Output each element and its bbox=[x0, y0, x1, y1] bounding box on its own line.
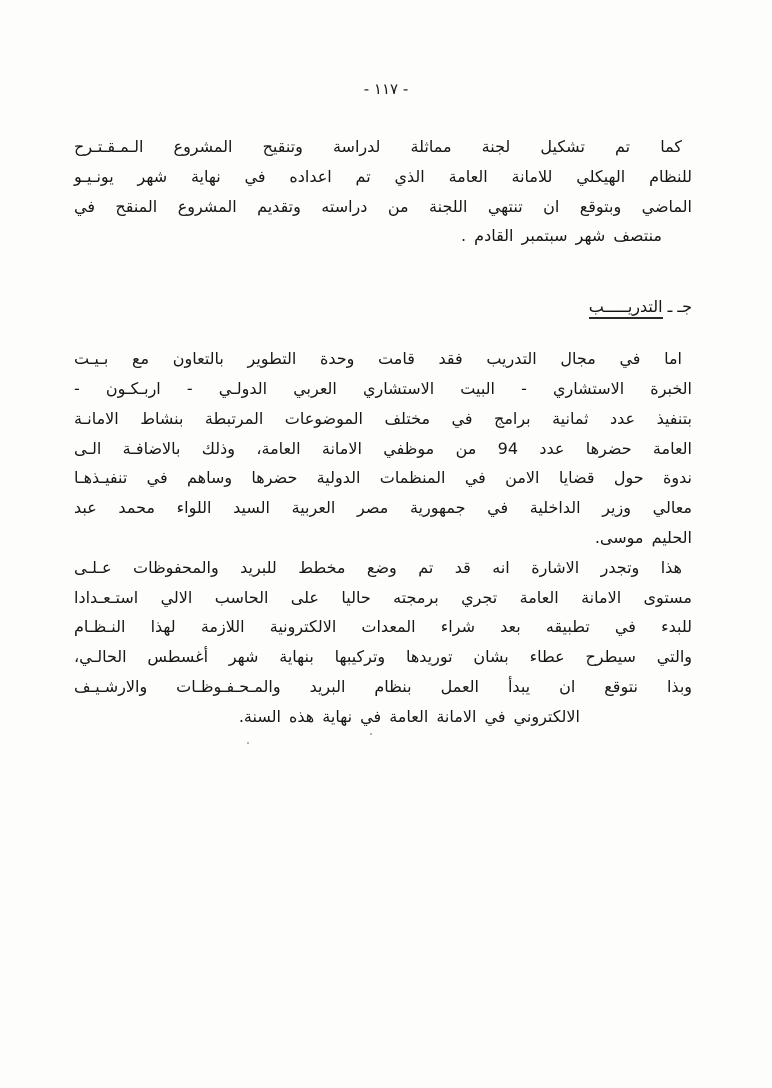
text-line: معالي وزير الداخلية في جمهورية مصر العربية السيد اللواء محمد عبد bbox=[74, 498, 692, 518]
page-number: - ١١٧ - bbox=[363, 80, 409, 98]
text-line: الخبرة الاستشاري - البيت الاستشاري العربي الدولـي - اربـكـون - bbox=[74, 378, 692, 398]
text-line: للنظام الهيكلي للامانة العامة الذي تم اعداده في نهاية شهر يونـيـو bbox=[74, 166, 692, 186]
text-line: مستوى الامانة العامة تجري برمجته حاليا على الحاسب الالي استـعـدادا bbox=[74, 587, 692, 607]
text-line: الحليم موسى. bbox=[594, 527, 692, 547]
paragraph-training-programs bbox=[74, 344, 692, 553]
text-line: اما في مجال التدريب فقد قامت وحدة التطوير بالتعاون مع بـيـت bbox=[74, 349, 682, 369]
text-line: الالكتروني في الامانة العامة في نهاية هذه السنة. bbox=[238, 706, 580, 726]
scan-speck bbox=[370, 733, 372, 735]
text-line: وبذا نتوقع ان يبدأ العمل بنظام البريد والمـحـفـوظـات والارشـيـف bbox=[74, 676, 692, 696]
text-line: الماضي وبتوقع ان تنتهي اللجنة من دراسته وتقديم المشروع المنقح في bbox=[74, 196, 692, 216]
text-line: منتصف شهر سبتمبر القادم . bbox=[461, 226, 662, 246]
text-line: بتنفيذ عدد ثمانية برامج في مختلف الموضوعات المرتبطة بنشاط الامانـة bbox=[74, 408, 692, 428]
text-line: كما تم تشكيل لجنة مماثلة لدراسة وتنقيح المشروع الـمـقـتـرح bbox=[74, 137, 682, 156]
scan-speck bbox=[247, 742, 249, 744]
paragraph-mail-archive-system bbox=[74, 553, 692, 732]
text-line: والتي سيطرح عطاء بشان توريدها وتركيبها بنهاية شهر أغسطس الحالـي، bbox=[74, 647, 692, 667]
text-line: للبدء في تطبيقه بعد شراء المعدات الالكترونية اللازمة لهذا النـظـام bbox=[74, 617, 692, 637]
paragraph-revision-committee bbox=[74, 132, 692, 251]
text-line: ندوة حول قضايا الامن في المنظمات الدولية حضرها وساهم في تنفيـذهـا bbox=[74, 468, 692, 488]
section-heading-training bbox=[74, 297, 692, 319]
text-line: العامة حضرها عدد 94 من موظفي الامانة العامة، وذلك بالاضافـة الـى bbox=[74, 438, 692, 458]
section-heading-prefix: جـ ـ bbox=[662, 297, 692, 317]
text-line: هذا وتجدر الاشارة انه قد تم وضع مخطط للبريد والمحفوظات عـلـى bbox=[74, 557, 682, 577]
document-body bbox=[0, 132, 772, 732]
section-heading-title: التدريـــــب bbox=[589, 297, 663, 319]
